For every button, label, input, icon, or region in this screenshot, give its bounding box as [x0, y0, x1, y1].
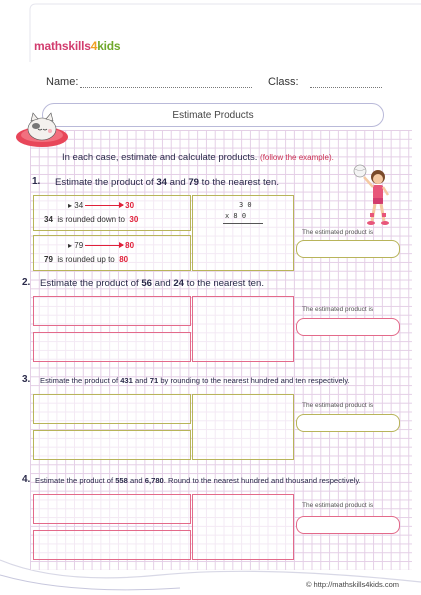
- q3-text-post: by rounding to the nearest hundred and ten respectively.: [158, 376, 350, 385]
- q1-example-b-from: 79: [74, 241, 84, 250]
- q4-rounding-box-a[interactable]: [33, 494, 191, 524]
- q2-rounding-box-b[interactable]: [33, 332, 191, 362]
- q2-estimated-label: The estimated product is: [302, 306, 374, 313]
- q1-example-b-arrow-row: ▸ 79 80: [68, 241, 135, 250]
- q1-example-a-to: 30: [125, 201, 135, 210]
- q3-text-pre: Estimate the product of: [40, 376, 121, 385]
- q2-estimated-answer-field[interactable]: [296, 318, 400, 336]
- q3-estimated-answer-field[interactable]: [296, 414, 400, 432]
- q4-number-a: 558: [115, 476, 128, 485]
- q1-example-b-val: 80: [119, 255, 129, 264]
- name-field[interactable]: [80, 87, 252, 88]
- q1-estimated-answer-field[interactable]: [296, 240, 400, 258]
- q2-text-post: to the nearest ten.: [184, 278, 265, 289]
- q1-text-mid: and: [167, 177, 189, 188]
- class-label: Class:: [268, 76, 299, 88]
- name-label: Name:: [46, 76, 79, 88]
- q2-number-b: 24: [173, 278, 185, 289]
- q2-rounding-box-a[interactable]: [33, 296, 191, 326]
- logo-text-math: math: [34, 39, 62, 53]
- page-title-text: Estimate Products: [172, 109, 254, 121]
- q1-text: [55, 177, 279, 188]
- q4-estimated-answer-field[interactable]: [296, 516, 400, 534]
- q1-example-multiplication: [192, 195, 294, 271]
- q4-calculation-box[interactable]: [192, 494, 294, 560]
- q4-number-b: 6,780: [144, 476, 164, 485]
- q1-example-b-text-row: [44, 255, 128, 264]
- cat-cushion-illustration: [14, 105, 70, 149]
- q1-example-a-text-row: [44, 215, 138, 224]
- page-title: [42, 103, 384, 127]
- q3-rounding-box-b[interactable]: [33, 430, 191, 460]
- q3-calculation-box[interactable]: [192, 394, 294, 460]
- q1-example-a-arrow-row: ▸ 34 30: [68, 201, 135, 210]
- q3-estimated-label: The estimated product is: [302, 402, 374, 409]
- q2-text-pre: Estimate the product of: [40, 278, 142, 289]
- q3-number: 3.: [22, 374, 31, 385]
- instructions-example-note: (follow the example).: [260, 153, 334, 162]
- red-arrow-icon: [85, 245, 123, 246]
- q1-mult-top: 3 0: [239, 201, 252, 209]
- q1-number-a: 34: [156, 177, 167, 188]
- q2-number: 2.: [22, 277, 31, 288]
- footer-url[interactable]: © http://mathskills4kids.com: [305, 580, 399, 589]
- q2-calculation-box[interactable]: [192, 296, 294, 362]
- q3-number-a: 431: [120, 376, 133, 385]
- q1-example-rounding-a: [33, 195, 191, 231]
- q1-example-a-from: 34: [74, 201, 84, 210]
- q1-number-b: 79: [188, 177, 200, 188]
- q2-text: [40, 278, 264, 289]
- q1-example-b-text: is rounded up to: [57, 255, 115, 264]
- q1-example-b-num: 79: [44, 255, 53, 264]
- q3-rounding-box-a[interactable]: [33, 394, 191, 424]
- q1-mult-bottom: x 8 0: [225, 212, 247, 220]
- q1-text-post: to the nearest ten.: [199, 177, 280, 188]
- logo-text-4: 4: [90, 39, 98, 53]
- volleyball-girl-illustration: [352, 163, 398, 231]
- q4-rounding-box-b[interactable]: [33, 530, 191, 560]
- q1-example-b-to: 80: [125, 241, 135, 250]
- class-field[interactable]: [310, 87, 382, 88]
- q4-text-mid: and: [127, 476, 145, 485]
- q1-example-a-text: is rounded down to: [57, 215, 125, 224]
- q4-number: 4.: [22, 474, 31, 485]
- q1-mult-line: [223, 223, 263, 224]
- q1-example-rounding-b: [33, 235, 191, 271]
- q2-number-a: 56: [141, 278, 152, 289]
- q4-text: [35, 476, 361, 485]
- q3-number-b: 71: [149, 376, 159, 385]
- q1-estimated-label: The estimated product is: [302, 229, 374, 236]
- q1-example-a-val: 30: [129, 215, 139, 224]
- red-arrow-icon: [85, 205, 123, 206]
- q1-example-a-num: 34: [44, 215, 53, 224]
- q4-estimated-label: The estimated product is: [302, 502, 374, 509]
- logo-text-skills: skills: [61, 39, 91, 53]
- q4-text-pre: Estimate the product of: [35, 476, 116, 485]
- q3-text-mid: and: [132, 376, 150, 385]
- q1-number: 1.: [32, 176, 41, 187]
- q2-text-mid: and: [152, 278, 174, 289]
- instructions-text: In each case, estimate and calculate products.: [62, 152, 258, 163]
- site-logo: [34, 39, 120, 53]
- q4-text-post: . Round to the nearest hundred and thousand respectively.: [163, 476, 361, 485]
- q3-text: [40, 376, 350, 385]
- logo-text-kids: kids: [97, 39, 121, 53]
- instructions: [62, 152, 334, 163]
- q1-text-pre: Estimate the product of: [55, 177, 157, 188]
